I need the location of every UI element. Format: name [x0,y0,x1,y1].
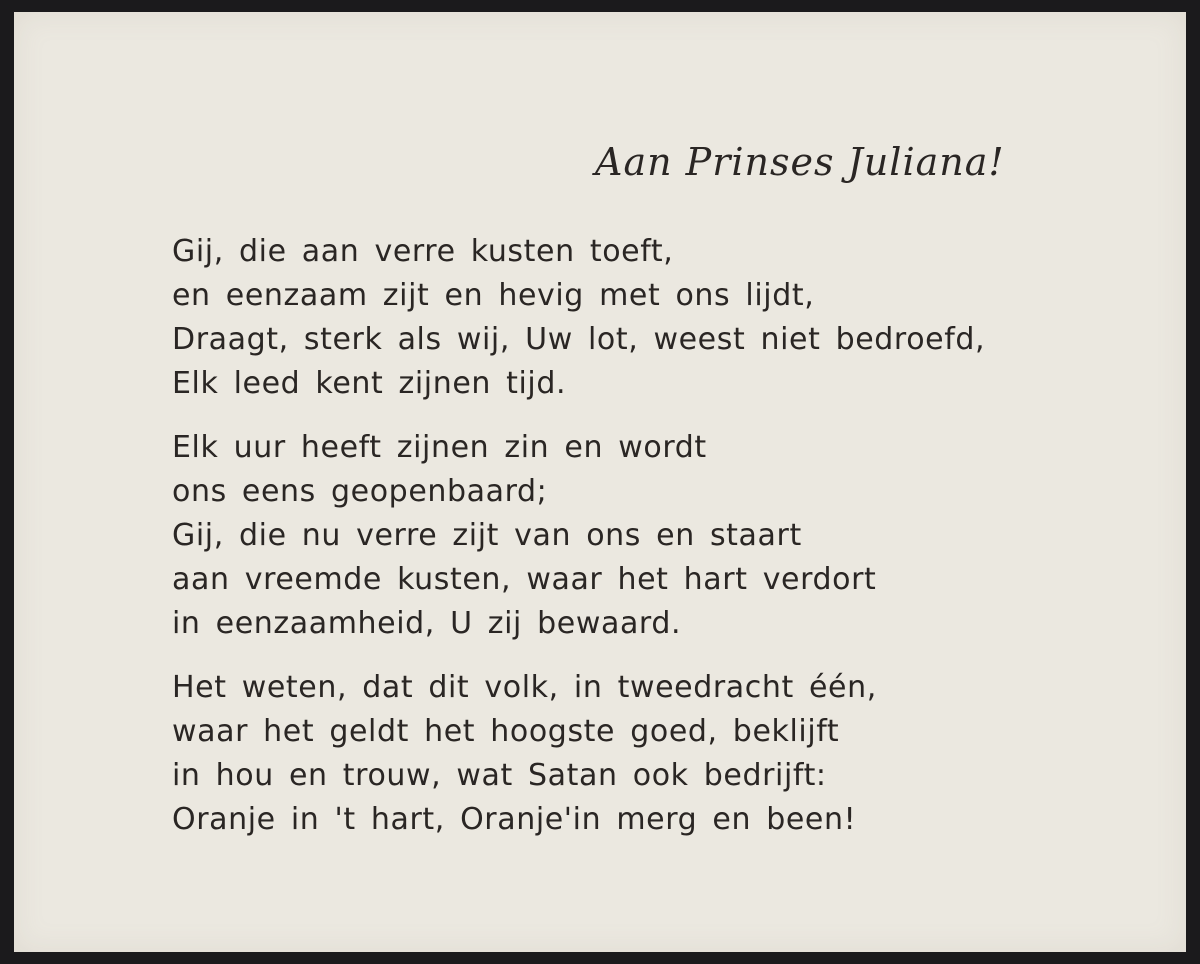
poem-card [14,12,1186,952]
poem-line: Het weten, dat dit volk, in tweedracht één, [172,670,877,705]
poem-line: Elk leed kent zijnen tijd. [172,366,567,401]
poem-title: Aan Prinses Juliana! [595,140,1005,184]
poem-line: in eenzaamheid, U zij bewaard. [172,606,682,641]
poem-line: en eenzaam zijt en hevig met ons lijdt, [172,278,815,313]
stanza-3 [172,666,985,842]
poem-line: Gij, die nu verre zijt van ons en staart [172,518,802,553]
poem-line: Elk uur heeft zijnen zin en wordt [172,430,707,465]
poem-body [172,230,985,862]
poem-line: ons eens geopenbaard; [172,474,548,509]
poem-line: waar het geldt het hoogste goed, beklijft [172,714,840,749]
poem-line: in hou en trouw, wat Satan ook bedrijft: [172,758,827,793]
poem-line: Gij, die aan verre kusten toeft, [172,234,674,269]
poem-line: Oranje in 't hart, Oranje'in merg en been! [172,802,857,837]
stanza-1 [172,230,985,406]
poem-line: aan vreemde kusten, waar het hart verdort [172,562,877,597]
poem-line: Draagt, sterk als wij, Uw lot, weest niet bedroefd, [172,322,986,357]
stanza-2 [172,426,985,646]
